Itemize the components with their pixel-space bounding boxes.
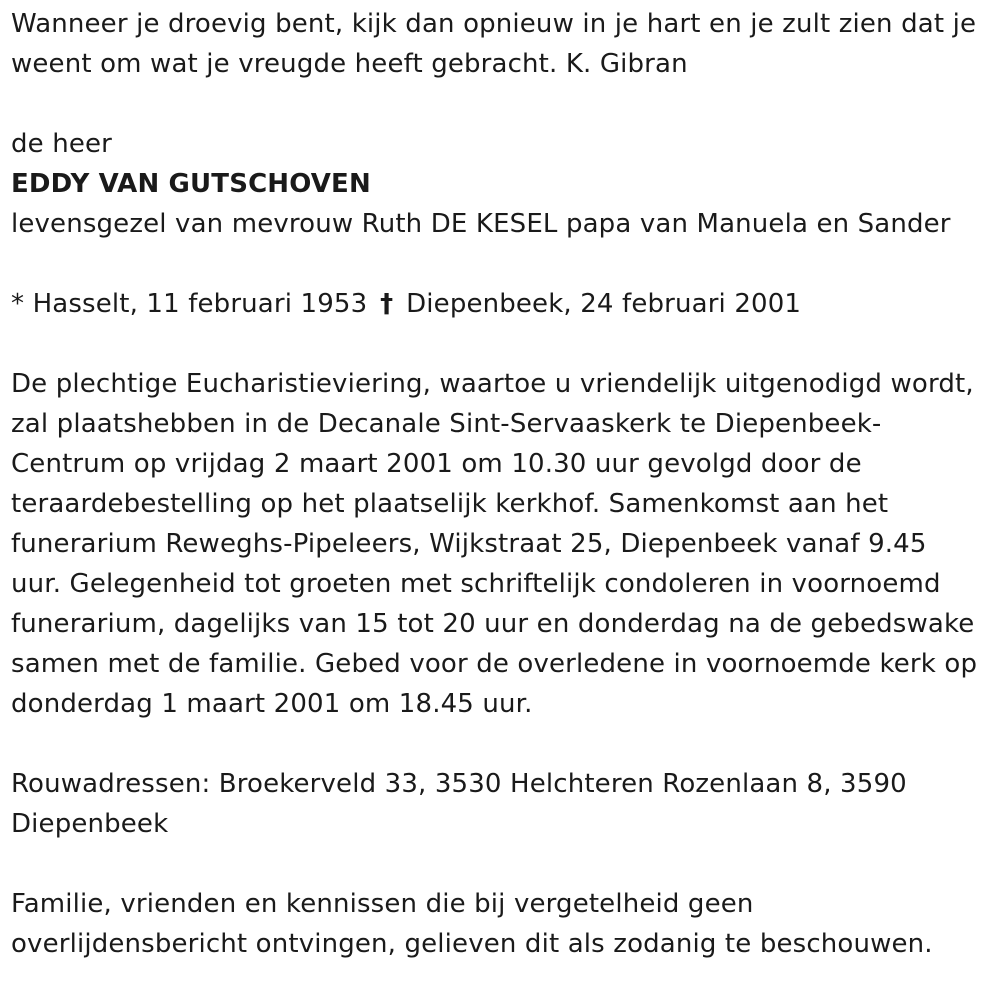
ceremony-line: samen met de familie. Gebed voor de overledene in voornoemde kerk op (11, 649, 978, 679)
relations: levensgezel van mevrouw Ruth DE KESEL papa van Manuela en Sander (11, 209, 951, 239)
cross-icon: † (380, 289, 394, 319)
spacer (11, 724, 996, 764)
quote-line: weent om wat je vreugde heeft gebracht. K. Gibran (11, 49, 688, 79)
spacer (11, 84, 996, 124)
ceremony-line: De plechtige Eucharistieviering, waartoe u vriendelijk uitgenodigd wordt, (11, 369, 974, 399)
spacer (11, 244, 996, 284)
quote (11, 4, 996, 84)
ceremony-line: donderdag 1 maart 2001 om 18.45 uur. (11, 689, 533, 719)
ceremony-line: uur. Gelegenheid tot groeten met schriftelijk condoleren in voornoemd (11, 569, 941, 599)
deceased-info (11, 124, 996, 244)
closing-line: Familie, vrienden en kennissen die bij vergetelheid geen (11, 889, 754, 919)
obituary-notice (11, 4, 996, 964)
dates-line (11, 284, 996, 324)
addresses (11, 764, 996, 844)
ceremony-line: Centrum op vrijdag 2 maart 2001 om 10.30 uur gevolgd door de (11, 449, 862, 479)
quote-line: Wanneer je droevig bent, kijk dan opnieuw in je hart en je zult zien dat je (11, 9, 977, 39)
salutation: de heer (11, 129, 112, 159)
ceremony-line: funerarium, dagelijks van 15 tot 20 uur en donderdag na de gebedswake (11, 609, 975, 639)
address-line: Rouwadressen: Broekerveld 33, 3530 Helchteren Rozenlaan 8, 3590 (11, 769, 907, 799)
ceremony-paragraph (11, 364, 996, 724)
spacer (11, 844, 996, 884)
death-info: Diepenbeek, 24 februari 2001 (406, 289, 802, 319)
deceased-name: EDDY VAN GUTSCHOVEN (11, 169, 371, 199)
closing-line: overlijdensbericht ontvingen, gelieven dit als zodanig te beschouwen. (11, 929, 933, 959)
ceremony-line: zal plaatshebben in de Decanale Sint-Servaaskerk te Diepenbeek- (11, 409, 882, 439)
spacer (11, 324, 996, 364)
ceremony-line: funerarium Reweghs-Pipeleers, Wijkstraat 25, Diepenbeek vanaf 9.45 (11, 529, 927, 559)
dates (11, 284, 996, 324)
birth-info: * Hasselt, 11 februari 1953 (11, 289, 368, 319)
closing-note (11, 884, 996, 964)
ceremony-line: teraardebestelling op het plaatselijk kerkhof. Samenkomst aan het (11, 489, 889, 519)
address-line: Diepenbeek (11, 809, 169, 839)
